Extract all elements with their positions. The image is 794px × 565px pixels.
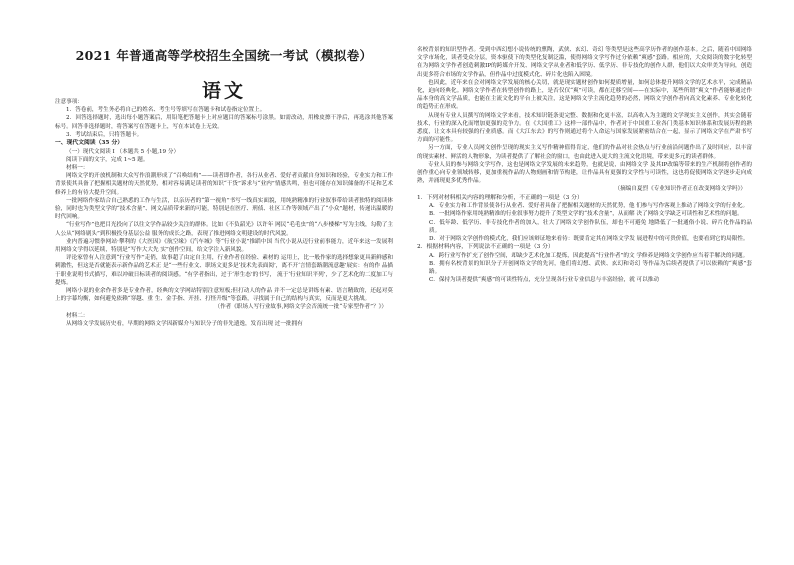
section-subheading: （一）现代文阅读 I （本题共 5 小题,19 分） [66, 148, 180, 155]
question-option: C．保持为读者提供“爽感”的可读性特点，充分呈现各行业专业信息与丰富经验，就 可以推动 [429, 277, 659, 284]
question-option: B．一批网络作家用纯熟精准的行业叙事努力提升了类型文学的“技术含量”，从而解 决了网络文学缺乏可读性和艺术性的问题。 [429, 211, 743, 218]
note-item: 1．答卷前，考生务必将自己的姓名、考生号等填写在答题卡和试卷指定位置上。 [66, 107, 266, 114]
material-label: 材料二： [66, 312, 89, 319]
passage-paragraph: 评论家曾有人注意到“行业写作”走俏，故事超了由定自主用，行业作者在经验、素材的 运用上，比一般作家的选择想象更具新鲜感和刺激性，但这是否就能表示新作品的艺术正 是“一些行业文、职场文更多是‘技术先表面阅’，离不开‘言情套路潮流意趣’展实：有的作 品描于职业说明书式描写，难以冲破日标读者的阅读感。“有学者指出，过于‘形生态’的书写， 流于‘行业知识平列’，少了艺术化的二度加工与提炼。 [55, 255, 393, 286]
passage-paragraph: 一批网络作家结合自己熟悉的工作与生活，以亲历者的“第一视角”书写一线真实面貌，用纯熟精准的行业叙事带给读者独特的阅读体验，同时也为类型文学的“技术含量”、网文品质带来新的可能，特别是在医疗、刑侦、社区工作等领域产出了“小众”题材，传递出温暖的时代回响。 [55, 197, 393, 221]
note-item: 2．回答选择题时，选出每小题答案后，用铅笔把答题卡上对应题目的答案标号涂黑。如需改动，用橡皮擦干净后，再选涂其他答案标号。回答非选择题时，将答案写在答题卡上，写在本试卷上无效。 [55, 115, 393, 130]
passage-source: （摘编自夏烈《专业知识作者正在改变网络文学吗》） [614, 186, 746, 193]
section-instruction: 阅读下面的文字，完成 1~5 题。 [66, 156, 149, 163]
passage-paragraph: 名校背景的知识型作者。受到中西幻想小说传统的熏陶，武侠、玄幻、奇幻 等类型是这些高学历作者的创作基本。之后，随着中国网络文学市场化，读者受众分层，资本驱使下的类型化复制泛滥，使得网络文学写作过分依赖“爽感”套路。相应的，大众阅读的数字化转型在为网络文学作者创造刺激IP的跨媒介开发、网络文学从业者和低学历、低学历、非专技化的创作人群，他们以大众审美为导向，创造出更多符合市场的文学作品，但作品中过度模式化、碎片化也陷入困境。 [417, 47, 752, 78]
question-option: B．拥有名校背景的知识分子开创网络文学的先河，他们将幻想、武侠、玄幻和奇幻 等作品为后续者提供了可以依赖的“爽感”套路。 [429, 261, 752, 276]
question-1 [417, 194, 752, 244]
subject-title: 语文 [201, 80, 246, 102]
notes-heading: 注意事项： [55, 99, 83, 105]
exam-title: 2021 年普通高等学校招生全国统一考试（模拟卷） [75, 48, 373, 63]
passage-paragraph: 另一方面，专业人员网文创作呈现的现实主义写作精神值得肯定，他们的作品对社会热点与行业前沿问题作出了及时回应，以丰富的现实素材、鲜活的人物形象，为读者提供了了解社会的窗口，也由此进入更大的主流文化语境，带来更多元的读者群体。 [417, 145, 752, 160]
passage-paragraph: 网络文学的开放机制和大众写作浪潮形成了“召唤结构”——读者即作者，各行从业者、爱好者贡献自身知识和经验，专业实力和工作背景使其具备了把握相关题材的天然优势，相对容易满足读者的知识“干货”诉求与“业内”情感共鸣，但也可能存在知识储备的不足和艺术修养上的有待大提升空间。 [55, 173, 393, 196]
question-stem: 2．根据材料内容，下列说法不正确的一项是（3 分） [417, 244, 554, 251]
passage-paragraph: 也因此，近年来在会对网络文学发展的核心关切，就是现实题材创作如何提质增量，如何总体提升网络文学的艺术水平，完成精品化，迫向经典化。网络文学作者在转型创作的路上，是否仅仅“爽”可读，都在迁移空间——在实际中，某些所谓“爽文”作者能够通过作品本身的高文学品质，也能在主流文化的平台上被关注，这是网络文学主流化趋势的必然，网络文学创作者向高文化素养、专业化转化的趋势正在形成。 [417, 79, 752, 111]
question-option: A．专业实力和工作背景使各行从业者、爱好者具备了把握相关题材的天然优势，他 们参与写作客观上推动了网络文学的行业化。 [429, 203, 749, 210]
section-heading: 一、现代文阅读（35 分） [55, 140, 124, 147]
question-2 [417, 243, 752, 284]
right-column [417, 46, 752, 285]
passage-paragraph: 网络小说的业余作者多是专业作者，经典的文学网站特别注意短板;但打动人的作品 并不一定总是讲练有素、语言精致的，还起对莫上的字幕均衡，如何避免依赖“穿越、重 生、金手指、开挂、打怪升级”等套路，寻找属于自己的结构与真实，反而是更大挑战。 [55, 288, 393, 303]
question-stem: 1．下列对材料相关内容的理解和分析，不正确的一项是（3 分） [417, 194, 583, 201]
note-item: 3．考试结束后，只将答题卡。 [66, 131, 143, 138]
passage-source: （作者《职场人写行业故事,网络文学会否流统一批“专家型作者”？》） [214, 304, 387, 311]
passage-paragraph: 从现有专业人员撰写的网络文学来看，技术知识链条更完整、数据和化更丰富，以高收入为主题的文学现实主义创作，其实会随着技术，行业的深入化而增加更强的竞争力。在《大国重工》这样一部作品中，作者对于中国重工业各门类基本知识体系和发展历程的熟悉度，让文本具有较强的行业质感。而《大江东去》的写作则通过将个人命运与国家发展紧密结合在一起，显示了网络文学在严肃书写方面的可能性。 [417, 112, 752, 144]
question-option: A．跨行业写作扩充了创作空间，却缺少艺术化加工提炼，因此提高“行业作者”的文 学修养是网络文学创作应当着手解决的问题。 [429, 252, 749, 259]
passage-paragraph: 从网络文学发展历史看，早期的网络文学因新媒介与知识分子的非先遗逸，发育出现 过一批拥有 [66, 320, 303, 327]
question-option: C．低年龄、低学历、非专技化作者的加入，壮大了网络文学创作队伍，却也不可避免 地降低了一批通俗小说、碎片化作品的品质。 [429, 219, 752, 234]
passage-paragraph: 专业人员的参与网络文学写作，这也是网络文学发展的未来趋势，也就是说，由网络文学 及其IP改编等带来的生产机制将创作者的创作重心向专业领域转移，更加重视作品的人物刻画和情节构建，让作品具有更强的文学性与可读性，这也将促使网络文学逐步走向成熟，并涌现更多优秀作品。 [417, 161, 752, 185]
question-option: D．对于网络文学创作的模式化，我们应该辩证地来看待：既要肯定其在网络文学发 展进程中的可贵价值，也要看到它的局限性。 [429, 236, 749, 243]
passage-paragraph: 业内普遍习惯拳网站·攀利的《大医因》《航空缘》《汽车城》等“行业小说”推蹈中国 当代小说从迈行业前事能力，近年来这一发展利用网络文学得以延续，特别是“写作大大先 实”创作空间，给文学注入新风貌。 [55, 238, 393, 254]
passage-paragraph: “行业写作”也把目光投向了以往文学作品较少关注的群体。比如《不负韶光》以许年 网民“毛毛虫”的“八步楼梯”写为主线，勾勒了主人公从“网络剧头”到积极投身基层公益 服务的成长之路，表现了推进网络文明建设的时代风貌。 [55, 222, 393, 237]
left-column [55, 98, 393, 328]
material-label: 材料一： [66, 165, 89, 172]
